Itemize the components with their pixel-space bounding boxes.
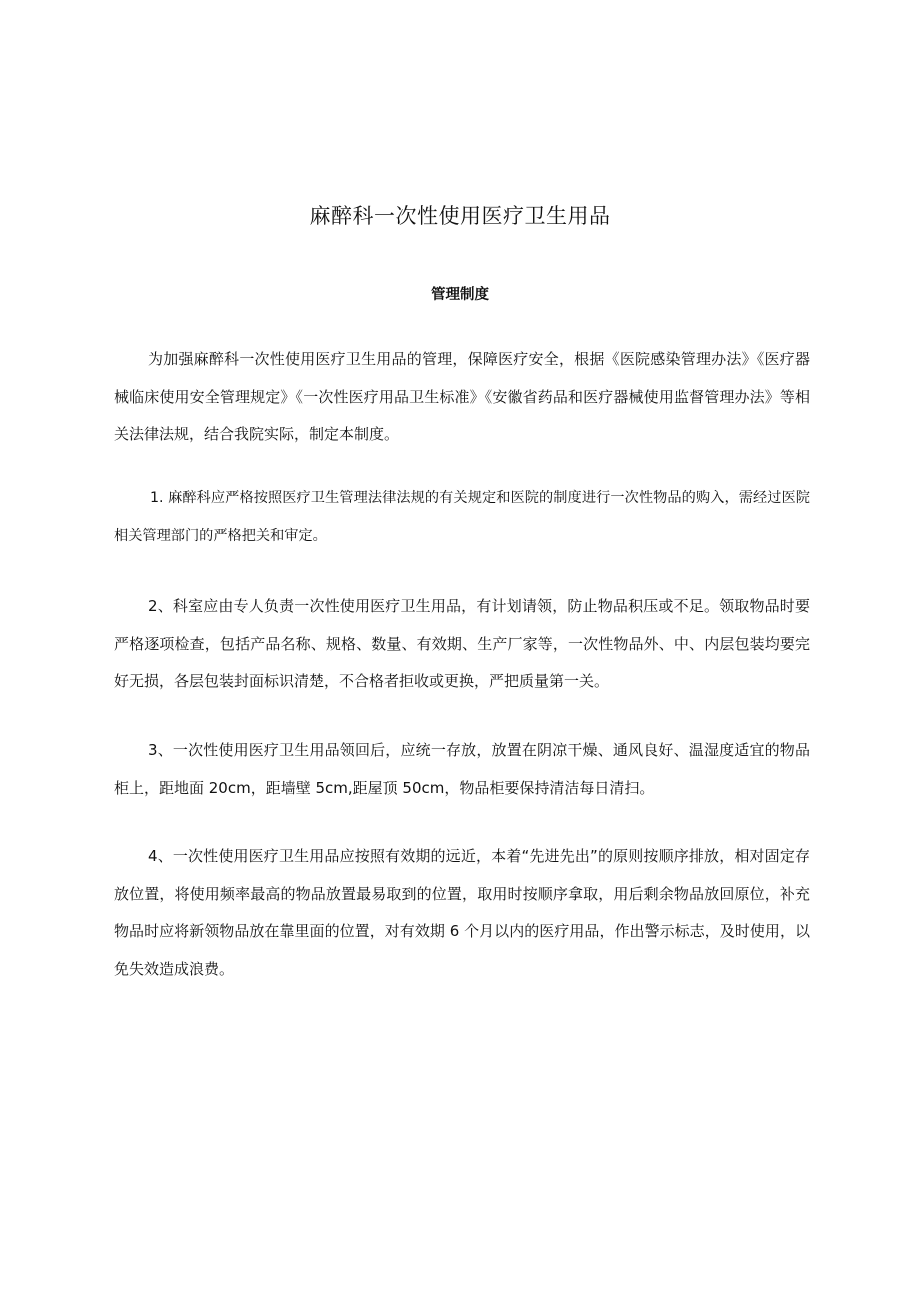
document-title: 麻醉科一次性使用医疗卫生用品 xyxy=(309,204,611,228)
clause-1: 1. 麻醉科应严格按照医疗卫生管理法律法规的有关规定和医院的制度进行一次性物品的购入，需经过医院相关管理部门的严格把关和审定。 xyxy=(114,490,810,544)
clause-2: 2、科室应由专人负责一次性使用医疗卫生用品，有计划请领，防止物品积压或不足。领取物品时要严格逐项检查，包括产品名称、规格、数量、有效期、生产厂家等，一次性物品外、中、内层包装均要完好无损，各层包装封面标识清楚，不合格者拒收或更换，严把质量第一关。 xyxy=(114,597,810,690)
clause-3: 3、一次性使用医疗卫生用品领回后，应统一存放，放置在阴凉干燥、通风良好、温湿度适宜的物品柜上，距地面 20cm，距墙壁 5cm,距屋顶 50cm，物品柜要保持清洁每日清扫。 xyxy=(114,741,810,797)
document-subtitle: 管理制度 xyxy=(431,287,489,303)
clause-4: 4、一次性使用医疗卫生用品应按照有效期的远近，本着“先进先出”的原则按顺序排放，相对固定存放位置，将使用频率最高的物品放置最易取到的位置，取用时按顺序拿取，用后剩余物品放回原位，补充物品时应将新领物品放在靠里面的位置，对有效期 6 个月以内的医疗用品，作出警示标志，及时使用，以免失效造成浪费。 xyxy=(114,847,810,978)
intro-paragraph: 为加强麻醉科一次性使用医疗卫生用品的管理，保障医疗安全，根据《医院感染管理办法》《医疗器械临床使用安全管理规定》《一次性医疗用品卫生标准》《安徽省药品和医疗器械使用监督管理办法》等相关法律法规，结合我院实际，制定本制度。 xyxy=(114,350,810,443)
